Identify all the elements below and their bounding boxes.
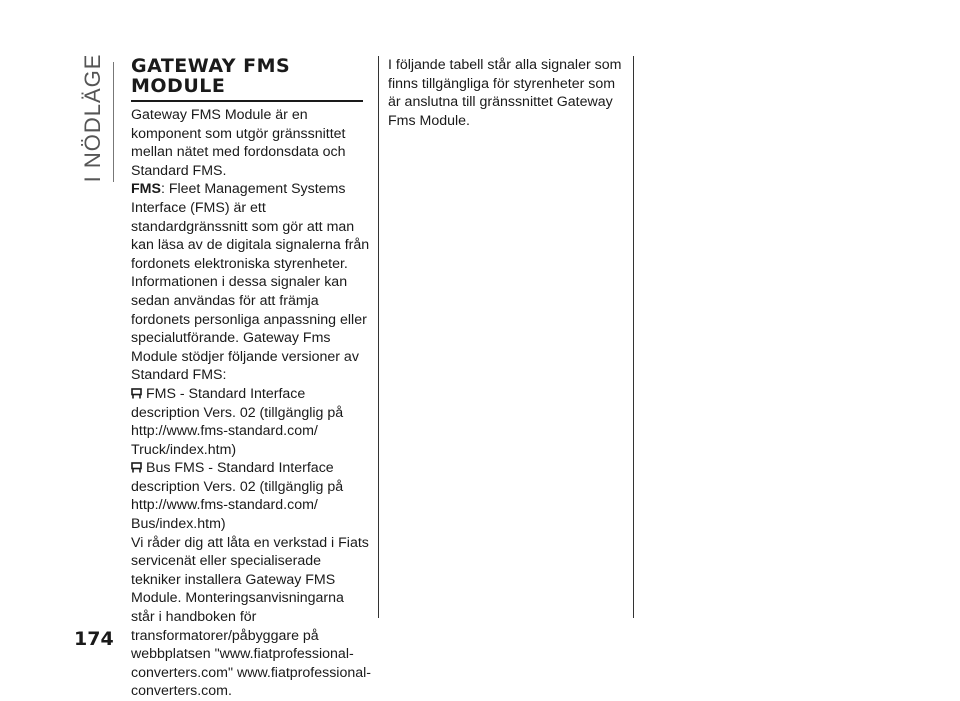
advice-paragraph: Vi råder dig att låta en verkstad i Fiats servicenät eller specialiserade tekniker installera Gateway FMS Module. Monteringsanvisningarna står i handboken för transformatorer/påbyggare på webbplatsen "www.fiatprofessional-converters.com" www.fiatprofessional-converters.com. — [131, 534, 372, 700]
section-title: GATEWAY FMS MODULE — [131, 55, 291, 97]
side-tab-divider — [113, 62, 114, 182]
bullet-text: FMS - Standard Interface description Vers. 02 (tillgänglig på http://www.fms-standard.com/ Truck/index.htm) — [131, 385, 344, 458]
title-underline — [131, 100, 363, 102]
column-1 — [131, 56, 371, 701]
column-2 — [388, 56, 628, 130]
table-intro-paragraph: I följande tabell står alla signaler som finns tillgängliga för styrenheter som är anslutna till gränssnittet Gateway Fms Module. — [388, 57, 622, 129]
fms-term: FMS — [131, 181, 161, 198]
bullet-marker-icon — [131, 388, 142, 399]
intro-paragraph: Gateway FMS Module är en komponent som utgör gränssnittet mellan nätet med fordonsdata och Standard FMS. — [131, 107, 346, 179]
column-divider — [633, 56, 634, 618]
fms-paragraph — [131, 180, 371, 385]
bullet-text: Bus FMS - Standard Interface description Vers. 02 (tillgänglig på http://www.fms-standard.com/ Bus/index.htm) — [131, 460, 344, 533]
side-tab — [78, 48, 108, 188]
page-number: 174 — [74, 628, 114, 650]
side-tab-label: I NÖDLÄGE — [80, 53, 105, 183]
bullet-item — [131, 459, 371, 533]
fms-definition: : Fleet Management Systems Interface (FMS) är ett standardgränssnitt som gör att man kan läsa av de digitala signalerna från fordonets elektroniska styrenheter. Informationen i dessa signaler kan sedan användas för att främja fordonets personliga anpassning eller specialutförande. Gateway Fms Module stödjer följande versioner av Standard FMS: — [131, 181, 370, 384]
column-divider — [378, 56, 379, 618]
bullet-marker-icon — [131, 462, 142, 473]
bullet-item — [131, 385, 371, 459]
